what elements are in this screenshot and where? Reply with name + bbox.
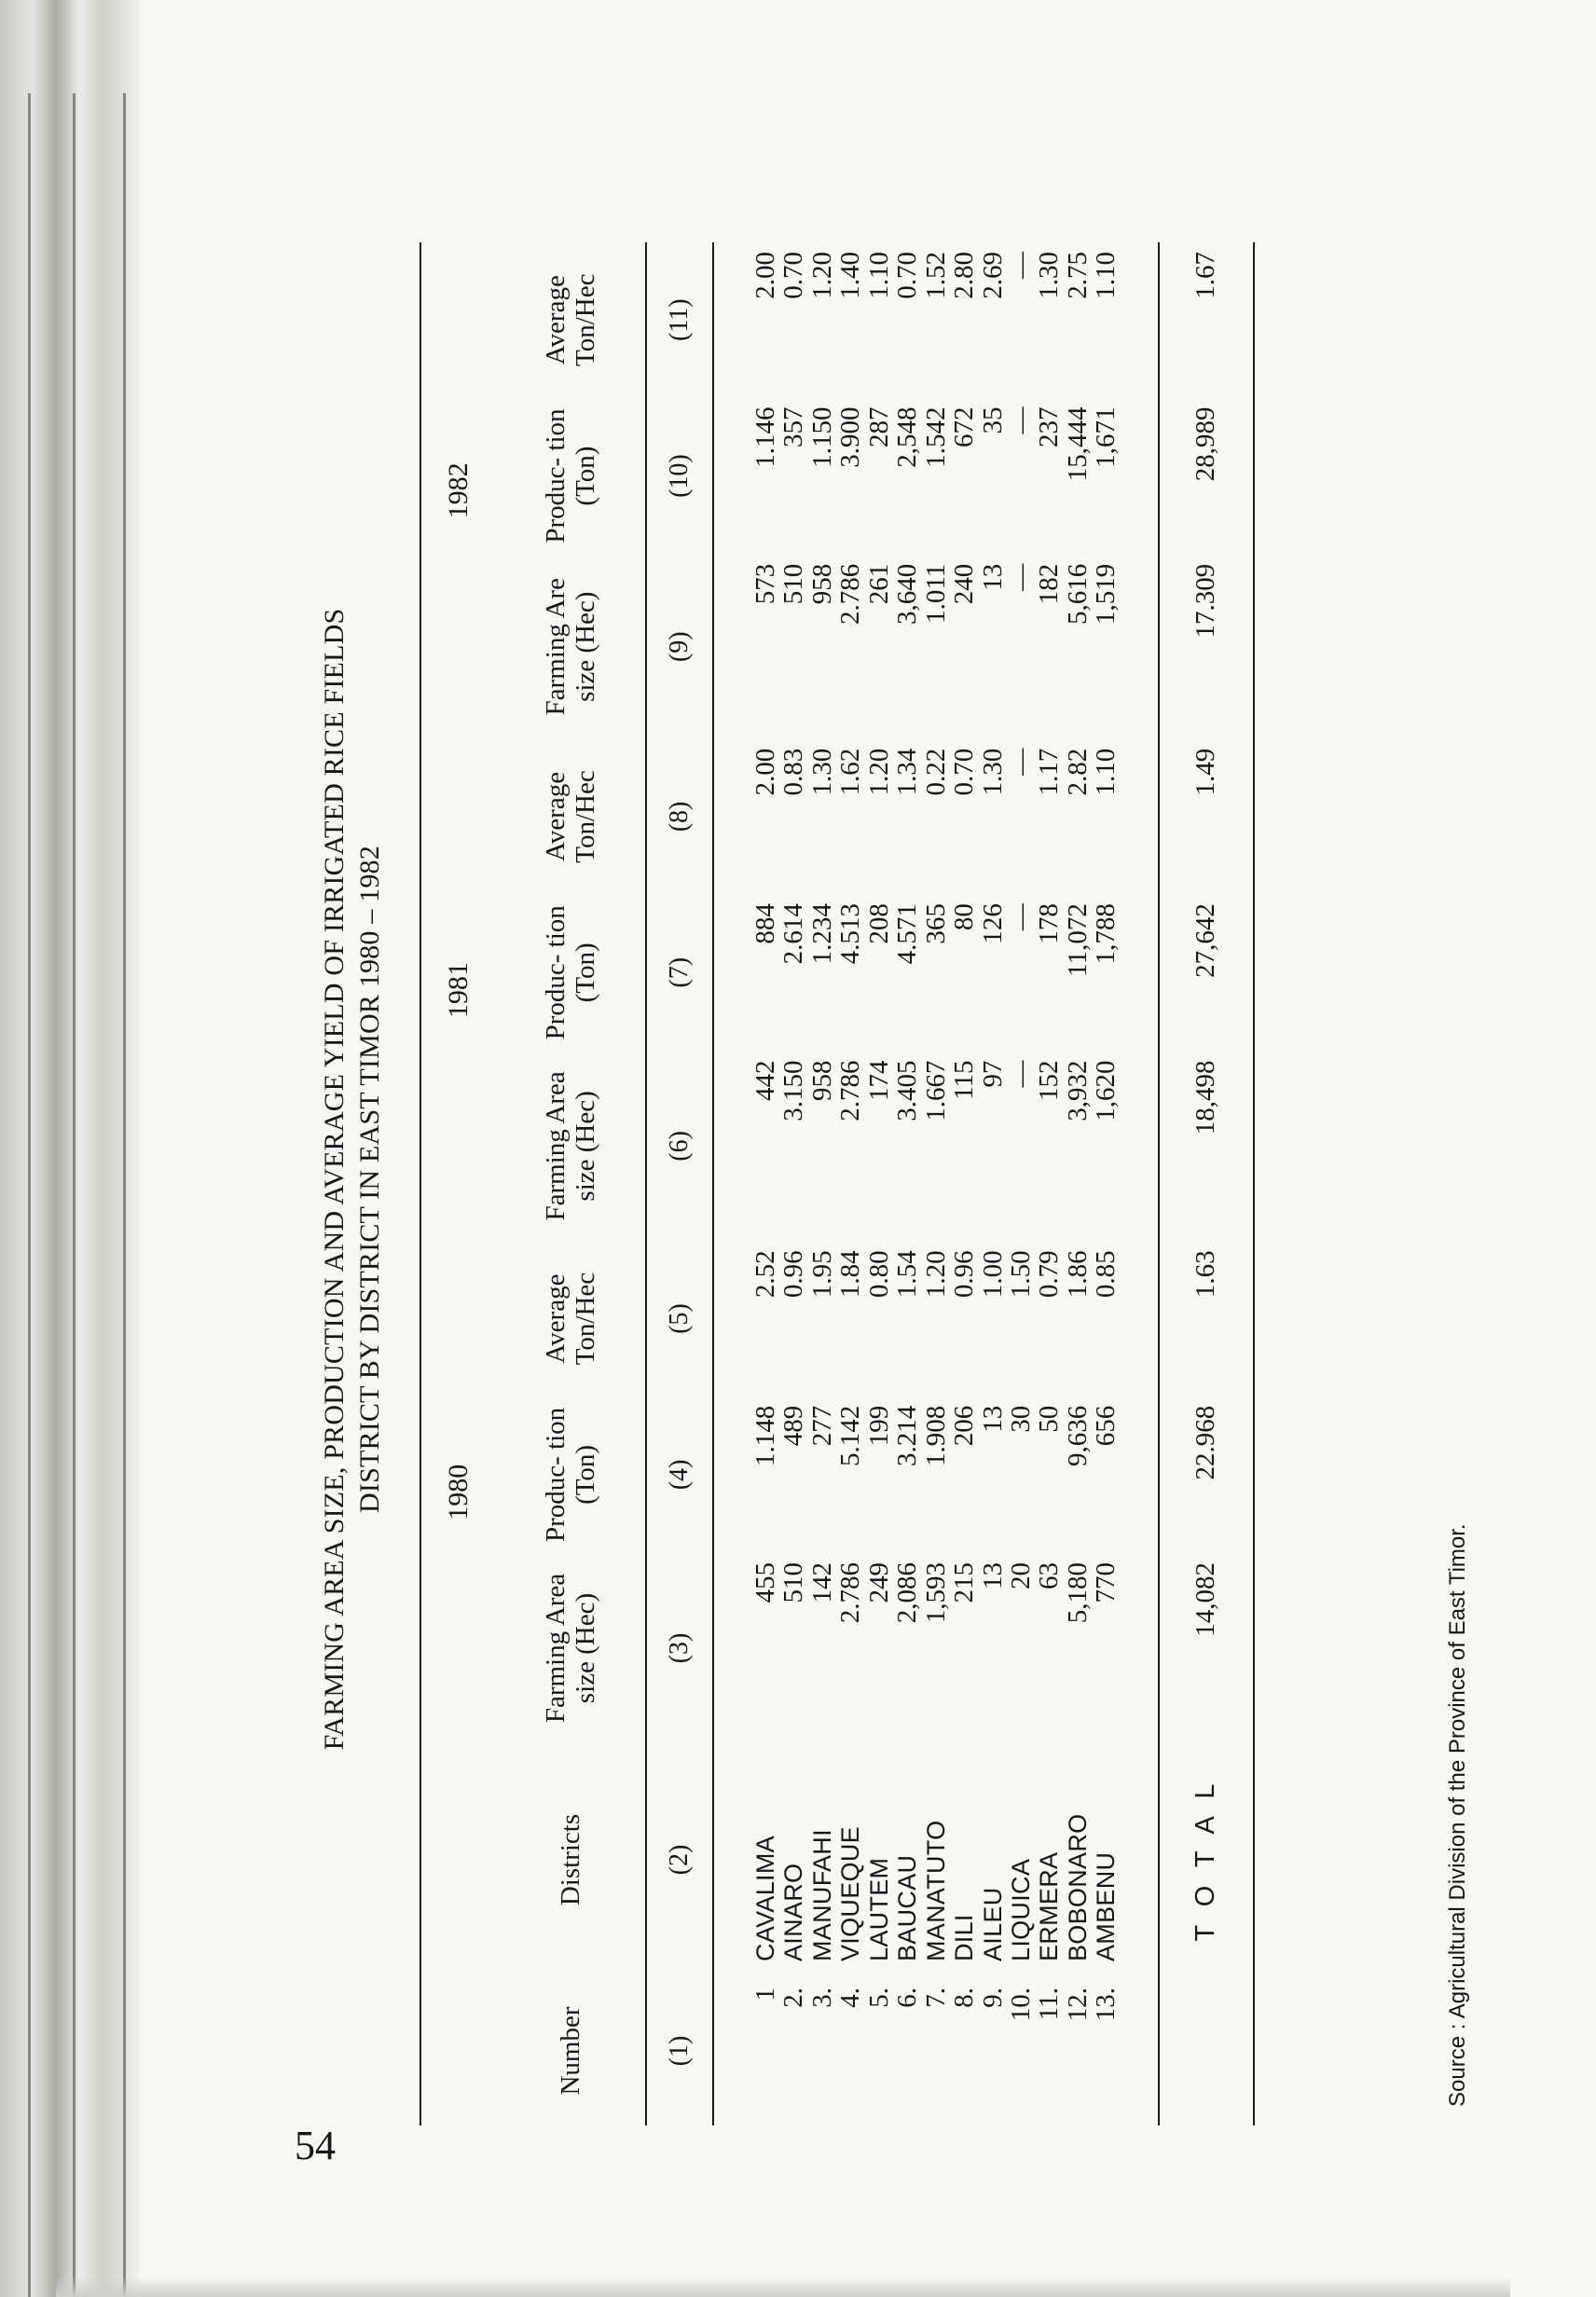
- production-1982: 672: [949, 406, 980, 447]
- average-1981: 1.10: [1091, 748, 1121, 796]
- farming-area-1980: 13: [977, 1562, 1008, 1590]
- page-bottom-shadow: [56, 2276, 1510, 2297]
- header-number: Number: [555, 2006, 585, 2096]
- production-1982: —: [1005, 406, 1036, 434]
- production-1980: 5.142: [835, 1405, 866, 1467]
- production-1982: 15,444: [1062, 406, 1093, 482]
- average-1982: 2.69: [977, 252, 1008, 299]
- row-number: 5.: [863, 1988, 894, 2008]
- table-row: [865, 242, 893, 2125]
- farming-area-1981: —: [1005, 1060, 1036, 1088]
- book-binding-edge: [0, 0, 140, 2297]
- title-line-1: FARMING AREA SIZE, PRODUCTION AND AVERAGE YIELD OF IRRIGATED RICE FIELDS: [319, 608, 350, 1751]
- average-1980: 1.54: [892, 1250, 923, 1299]
- farming-area-1980: 510: [778, 1562, 809, 1603]
- table-row: [1064, 242, 1092, 2125]
- table-row: [713, 242, 779, 2125]
- district-name: LIQUICA: [1006, 1858, 1035, 1961]
- production-1981: 126: [977, 903, 1008, 944]
- farming-area-1982: 1,519: [1091, 563, 1121, 625]
- average-1982: 2.75: [1062, 252, 1093, 299]
- total-label: T O T A L: [1190, 1778, 1221, 1942]
- farming-area-1982: 240: [949, 563, 980, 605]
- farming-area-1981: 958: [806, 1060, 837, 1101]
- column-index: (9): [665, 631, 695, 663]
- farming-area-1981: 3.150: [778, 1060, 809, 1121]
- row-number: 8.: [949, 1988, 980, 2008]
- farming-area-1982: 182: [1034, 563, 1065, 605]
- average-1980: 1.00: [977, 1250, 1008, 1299]
- production-1980: 199: [863, 1405, 894, 1447]
- average-1981: 2.82: [1062, 748, 1093, 796]
- year-1980: 1980: [443, 1464, 475, 1520]
- farming-area-1980: 249: [863, 1562, 894, 1603]
- total-average-1981: 1.49: [1190, 748, 1221, 796]
- header-farming-area-1980: Farming Area size (Hec): [540, 1573, 600, 1724]
- header-farming-area-1981: Farming Area size (Hec): [540, 1071, 600, 1221]
- production-1981: 2.614: [778, 903, 809, 965]
- header-production-1980: Produc- tion (Ton): [540, 1407, 600, 1542]
- average-1981: 1.62: [835, 748, 866, 796]
- farming-area-1980: 20: [1005, 1562, 1036, 1590]
- farming-area-1982: 5,616: [1062, 563, 1093, 625]
- average-1980: 1.50: [1005, 1250, 1036, 1299]
- table-row: [1092, 242, 1158, 2125]
- production-1980: 9,636: [1062, 1405, 1093, 1467]
- column-index: (5): [665, 1303, 695, 1334]
- production-1981: 4.571: [892, 903, 923, 965]
- rice-fields-table: [420, 242, 1255, 2125]
- total-average-1982: 1.67: [1190, 252, 1221, 299]
- farming-area-1980: 5,180: [1062, 1562, 1093, 1624]
- district-name: MANUFAHI: [807, 1829, 836, 1961]
- binding-crease: [28, 93, 31, 2297]
- title-line-2: DISTRICT BY DISTRICT IN EAST TIMOR 1980 – 1982: [353, 846, 385, 1513]
- column-index: (4): [665, 1459, 695, 1491]
- total-production-1980: 22.968: [1190, 1405, 1221, 1480]
- production-1981: 1.234: [806, 903, 837, 965]
- district-name: AILEU: [978, 1887, 1007, 1961]
- farming-area-1981: 174: [863, 1060, 894, 1101]
- page-number: 54: [295, 2123, 336, 2168]
- district-name: BAUCAU: [893, 1854, 922, 1961]
- production-1982: 1.146: [750, 406, 780, 468]
- binding-crease: [73, 93, 76, 2297]
- district-name: CAVALIMA: [751, 1836, 780, 1961]
- production-1982: 2,548: [892, 406, 923, 468]
- farming-area-1980: 2,086: [892, 1562, 923, 1624]
- row-number: 11.: [1034, 1988, 1065, 2021]
- header-production-1981: Produc- tion (Ton): [540, 905, 600, 1040]
- row-number: 7.: [920, 1988, 951, 2008]
- average-1982: 1.20: [806, 252, 837, 299]
- average-1981: 1.30: [806, 748, 837, 796]
- average-1982: 0.70: [778, 252, 809, 299]
- average-1982: 2.80: [949, 252, 980, 299]
- average-1980: 1.84: [835, 1250, 866, 1299]
- average-1982: 2.00: [750, 252, 780, 299]
- column-index: (1): [665, 2035, 695, 2067]
- average-1981: 0.70: [949, 748, 980, 796]
- row-number: 12.: [1062, 1988, 1093, 2022]
- table-row: [1007, 242, 1035, 2125]
- production-1982: 237: [1034, 406, 1065, 447]
- production-1980: 1.148: [750, 1405, 780, 1467]
- farming-area-1981: 115: [949, 1060, 980, 1100]
- average-1980: 1.95: [806, 1250, 837, 1299]
- column-index: (2): [665, 1844, 695, 1876]
- production-1980: 1.908: [920, 1405, 951, 1467]
- average-1980: 0.79: [1034, 1250, 1065, 1299]
- row-number: 1: [750, 1988, 780, 2001]
- farming-area-1982: 1.011: [920, 563, 951, 624]
- header-farming-area-1982: Farming Are size (Hec): [540, 578, 600, 716]
- total-production-1982: 28,989: [1190, 406, 1221, 482]
- farming-area-1981: 442: [750, 1060, 780, 1101]
- production-1981: 884: [750, 903, 780, 944]
- table-row: [836, 242, 864, 2125]
- production-1980: 656: [1091, 1405, 1121, 1447]
- header-average-1981: Average Ton/Hec: [540, 770, 600, 863]
- production-1982: 1.542: [920, 406, 951, 468]
- average-1982: 1.10: [863, 252, 894, 299]
- district-name: AMBENU: [1092, 1851, 1121, 1961]
- average-1982: 1.10: [1091, 252, 1121, 299]
- farming-area-1982: 2.786: [835, 563, 866, 625]
- table-row: [922, 242, 950, 2125]
- row-number: 9.: [977, 1988, 1008, 2008]
- column-index: (11): [665, 298, 695, 342]
- district-name: BOBONARO: [1063, 1813, 1092, 1961]
- row-number: 13.: [1091, 1988, 1121, 2022]
- row-number: 10.: [1005, 1988, 1036, 2022]
- district-name: ERMERA: [1035, 1851, 1064, 1961]
- total-area-1980: 14,082: [1190, 1562, 1221, 1637]
- production-1981: 80: [949, 903, 980, 931]
- farming-area-1980: 63: [1034, 1562, 1065, 1590]
- row-number: 4.: [835, 1988, 866, 2008]
- column-index: (10): [665, 454, 695, 498]
- average-1980: 1.20: [920, 1250, 951, 1299]
- table-row: [979, 242, 1007, 2125]
- farming-area-1980: 215: [949, 1562, 980, 1603]
- farming-area-1982: 13: [977, 563, 1008, 591]
- average-1982: 1.40: [835, 252, 866, 299]
- average-1981: 0.83: [778, 748, 809, 796]
- district-name: LAUTEM: [864, 1857, 893, 1961]
- average-1980: 0.96: [949, 1250, 980, 1299]
- data-table-wrapper: [420, 242, 1255, 2125]
- average-1981: 1.20: [863, 748, 894, 796]
- row-number: 3.: [806, 1988, 837, 2008]
- farming-area-1980: 2.786: [835, 1562, 866, 1624]
- farming-area-1981: 152: [1034, 1060, 1065, 1101]
- rotated-page-content: [317, 224, 1529, 2135]
- production-1980: 277: [806, 1405, 837, 1447]
- column-index: (7): [665, 956, 695, 988]
- farming-area-1980: 455: [750, 1562, 780, 1603]
- farming-area-1981: 1.667: [920, 1060, 951, 1121]
- district-name: VIQUEQUE: [836, 1826, 865, 1961]
- production-1981: 4.513: [835, 903, 866, 965]
- column-index: (6): [665, 1131, 695, 1162]
- year-1981: 1981: [443, 962, 475, 1019]
- production-1981: 1,788: [1091, 903, 1121, 965]
- production-1980: 13: [977, 1405, 1008, 1433]
- total-row: [1159, 242, 1254, 2125]
- production-1980: 3.214: [892, 1405, 923, 1467]
- average-1982: 0.70: [892, 252, 923, 299]
- total-area-1981: 18,498: [1190, 1060, 1221, 1135]
- source-note: Source : Agricultural Division of the Province of East Timor.: [1445, 1523, 1470, 2107]
- header-average-1980: Average Ton/Hec: [540, 1272, 600, 1366]
- average-1980: 0.85: [1091, 1250, 1121, 1299]
- district-name: AINARO: [779, 1863, 808, 1961]
- average-1981: 0.22: [920, 748, 951, 796]
- district-name: MANATUTO: [921, 1820, 950, 1961]
- farming-area-1982: 510: [778, 563, 809, 605]
- column-index: (3): [665, 1632, 695, 1664]
- average-1980: 0.80: [863, 1250, 894, 1299]
- total-area-1982: 17.309: [1190, 563, 1221, 639]
- row-number: 6.: [892, 1988, 923, 2008]
- farming-area-1982: 261: [863, 563, 894, 605]
- production-1980: 50: [1034, 1405, 1065, 1433]
- average-1981: 2.00: [750, 748, 780, 796]
- average-1981: —: [1005, 748, 1036, 776]
- production-1980: 489: [778, 1405, 809, 1447]
- production-1981: 178: [1034, 903, 1065, 944]
- farming-area-1981: 1,620: [1091, 1060, 1121, 1121]
- table-row: [950, 242, 978, 2125]
- table-title: [317, 224, 387, 2135]
- farming-area-1982: 3,640: [892, 563, 923, 625]
- production-1980: 30: [1005, 1405, 1036, 1433]
- year-1982: 1982: [443, 462, 475, 519]
- farming-area-1982: 958: [806, 563, 837, 605]
- farming-area-1981: 97: [977, 1060, 1008, 1088]
- production-1981: 365: [920, 903, 951, 944]
- production-1982: 287: [863, 406, 894, 447]
- farming-area-1982: —: [1005, 563, 1036, 591]
- farming-area-1980: 770: [1091, 1562, 1121, 1603]
- total-average-1980: 1.63: [1190, 1250, 1221, 1299]
- average-1982: 1.52: [920, 252, 951, 299]
- production-1982: 357: [778, 406, 809, 447]
- farming-area-1980: 1,593: [920, 1562, 951, 1624]
- header-districts: Districts: [555, 1813, 585, 1906]
- farming-area-1980: 142: [806, 1562, 837, 1603]
- production-1980: 206: [949, 1405, 980, 1447]
- average-1982: 1.30: [1034, 252, 1065, 299]
- production-1982: 3.900: [835, 406, 866, 468]
- average-1980: 2.52: [750, 1250, 780, 1299]
- production-1981: —: [1005, 903, 1036, 931]
- average-1982: —: [1005, 252, 1036, 279]
- header-average-1982: Average Ton/Hec: [540, 273, 600, 366]
- year-spacer: [420, 1743, 496, 2125]
- average-1981: 1.30: [977, 748, 1008, 796]
- binding-crease: [123, 93, 126, 2297]
- farming-area-1981: 3.405: [892, 1060, 923, 1121]
- farming-area-1982: 573: [750, 563, 780, 605]
- farming-area-1981: 3,932: [1062, 1060, 1093, 1121]
- production-1982: 35: [977, 406, 1008, 434]
- table-row: [1035, 242, 1063, 2125]
- average-1981: 1.17: [1034, 748, 1065, 796]
- table-row: [893, 242, 921, 2125]
- row-number: 2.: [778, 1988, 809, 2008]
- total-production-1981: 27,642: [1190, 903, 1221, 978]
- production-1982: 1.150: [806, 406, 837, 468]
- column-index: (8): [665, 801, 695, 832]
- header-production-1982: Produc- tion (Ton): [540, 408, 600, 543]
- production-1981: 208: [863, 903, 894, 944]
- farming-area-1981: 2.786: [835, 1060, 866, 1121]
- average-1981: 1.34: [892, 748, 923, 796]
- average-1980: 0.96: [778, 1250, 809, 1299]
- production-1982: 1,671: [1091, 406, 1121, 468]
- table-row: [808, 242, 836, 2125]
- table-body: [713, 242, 1159, 2125]
- average-1980: 1.86: [1062, 1250, 1093, 1299]
- table-row: [779, 242, 807, 2125]
- district-name: DILI: [950, 1914, 979, 1961]
- production-1981: 11,072: [1062, 903, 1093, 977]
